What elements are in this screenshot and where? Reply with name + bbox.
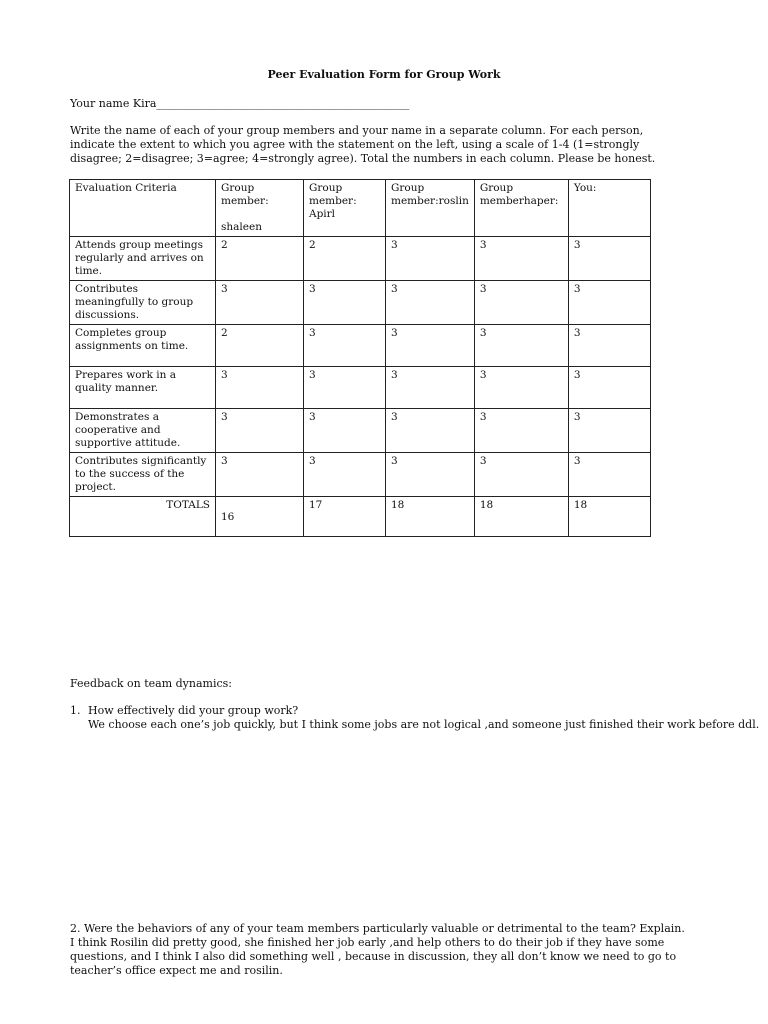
table-row: [70, 325, 651, 367]
score-cell: 3: [386, 409, 475, 453]
score-cell: 3: [474, 325, 568, 367]
total-cell: 18: [386, 497, 475, 537]
score-cell: 3: [474, 281, 568, 325]
table-row: [70, 367, 651, 409]
table-row: [70, 237, 651, 281]
criterion-cell: Contributes significantly to the success of the project.: [70, 453, 216, 497]
total-cell: 18: [568, 497, 650, 537]
instructions-paragraph: Write the name of each of your group members and your name in a separate column. For each person, indicate the extent to which you agree with the statement on the left, using a scale of 1-4 (1=strongly disagree; 2=disagree; 3=agree; 4=strongly agree). Total the numbers in each column. Please be honest.: [70, 124, 656, 165]
score-cell: 3: [474, 367, 568, 409]
header-member-4: Group memberhaper:: [474, 180, 568, 237]
score-cell: 3: [568, 453, 650, 497]
table-row: [70, 281, 651, 325]
score-cell: 3: [304, 453, 386, 497]
score-cell: 3: [216, 367, 304, 409]
score-cell: 3: [386, 325, 475, 367]
answer-2: I think Rosilin did pretty good, she finished her job early ,and help others to do their job if they have some questions, and I think I also did something well , because in discussion, they all don’t know we need to go to teacher’s office expect me and rosilin.: [70, 936, 677, 977]
score-cell: 3: [568, 409, 650, 453]
score-cell: 3: [216, 409, 304, 453]
question-1: [70, 704, 298, 718]
header-member-1-label: Group member:: [221, 182, 269, 207]
totals-row: [70, 497, 651, 537]
score-cell: 3: [216, 281, 304, 325]
score-cell: 3: [568, 325, 650, 367]
feedback-heading: Feedback on team dynamics:: [70, 677, 232, 690]
score-cell: 3: [568, 281, 650, 325]
criterion-cell: Attends group meetings regularly and arrives on time.: [70, 237, 216, 281]
answer-1: We choose each one’s job quickly, but I think some jobs are not logical ,and someone just finished their work before ddl.: [88, 718, 760, 731]
score-cell: 3: [304, 409, 386, 453]
criterion-cell: Completes group assignments on time.: [70, 325, 216, 367]
score-cell: 3: [386, 281, 475, 325]
table-header-row: [70, 180, 651, 237]
score-cell: 3: [474, 237, 568, 281]
question-2: 2. Were the behaviors of any of your team members particularly valuable or detrimental to the team? Explain.: [70, 922, 685, 935]
total-cell: 16: [216, 497, 304, 537]
score-cell: 3: [386, 237, 475, 281]
criterion-cell: Prepares work in a quality manner.: [70, 367, 216, 409]
header-member-1: [216, 180, 304, 237]
score-cell: 3: [386, 453, 475, 497]
question-1-number: 1.: [70, 704, 81, 717]
header-criteria: Evaluation Criteria: [70, 180, 216, 237]
score-cell: 2: [216, 237, 304, 281]
score-cell: 2: [304, 237, 386, 281]
score-cell: 3: [474, 453, 568, 497]
criterion-cell: Demonstrates a cooperative and supportive attitude.: [70, 409, 216, 453]
score-cell: 3: [474, 409, 568, 453]
total-cell: 18: [474, 497, 568, 537]
score-cell: 3: [304, 367, 386, 409]
score-cell: 3: [568, 367, 650, 409]
score-cell: 3: [568, 237, 650, 281]
score-cell: 2: [216, 325, 304, 367]
total-cell: 17: [304, 497, 386, 537]
score-cell: 3: [304, 325, 386, 367]
evaluation-table: [69, 179, 651, 537]
table-row: [70, 409, 651, 453]
criterion-cell: Contributes meaningfully to group discussions.: [70, 281, 216, 325]
name-line: Your name Kira______________________________________________: [70, 97, 410, 110]
table-row: [70, 453, 651, 497]
header-member-1-name: shaleen: [221, 221, 262, 233]
score-cell: 3: [386, 367, 475, 409]
totals-label: TOTALS: [70, 497, 216, 537]
question-1-text: How effectively did your group work?: [88, 704, 299, 717]
score-cell: 3: [304, 281, 386, 325]
header-member-2: Group member: Apirl: [304, 180, 386, 237]
form-title: Peer Evaluation Form for Group Work: [267, 68, 501, 81]
header-member-3: Group member:roslin: [386, 180, 475, 237]
header-you: You:: [568, 180, 650, 237]
score-cell: 3: [216, 453, 304, 497]
